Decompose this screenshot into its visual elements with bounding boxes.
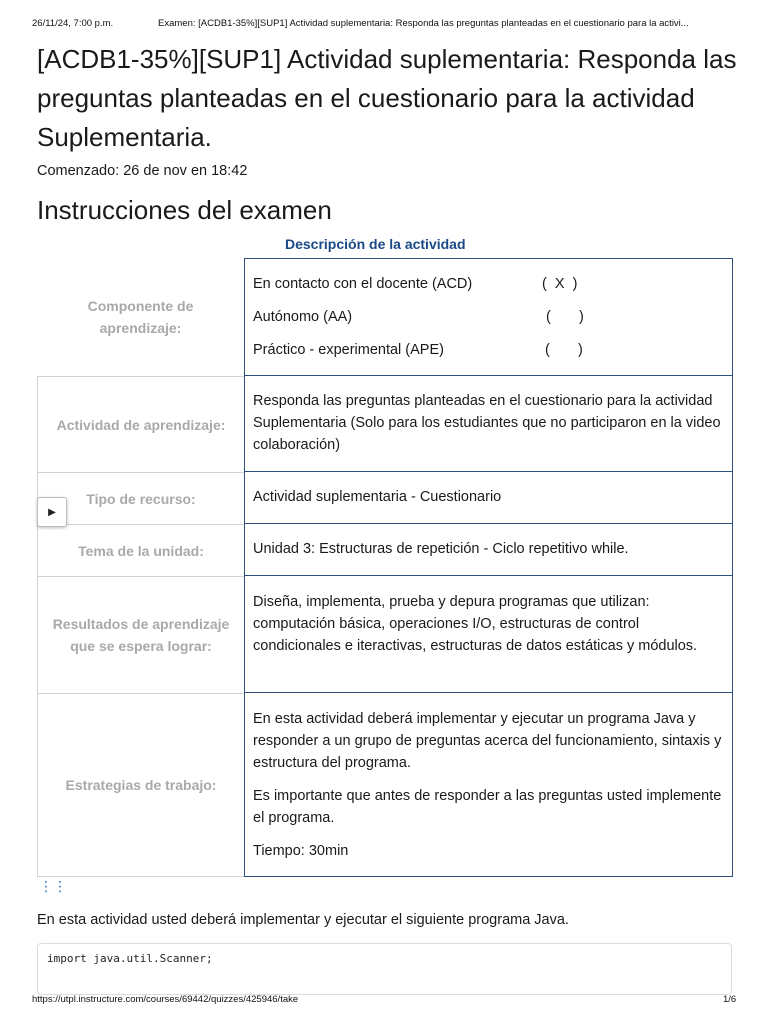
drag-handle-icon[interactable]: ⋮⋮	[39, 878, 67, 894]
option-mark: ( X )	[542, 276, 578, 292]
table-caption: Descripción de la actividad	[285, 236, 466, 252]
table-row-componente	[37, 258, 733, 376]
row-label: Actividad de aprendizaje:	[37, 376, 244, 472]
table-row-resultados	[37, 576, 733, 693]
print-url: https://utpl.instructure.com/courses/69442/quizzes/425946/take	[32, 994, 299, 1005]
table-row-actividad	[37, 376, 733, 472]
row-label: Resultados de aprendizaje que se espera lograr:	[37, 576, 244, 693]
code-line: import java.util.Scanner;	[47, 952, 213, 965]
row-value-text: Diseña, implementa, prueba y depura programas que utilizan: computación básica, operaciones I/O, estructuras de control condicionales e iteractivas, estructuras de datos estáticas y módulos.	[253, 594, 698, 654]
row-label: Estrategias de trabajo:	[37, 693, 244, 877]
row-value	[244, 376, 733, 472]
table-row-tema	[37, 524, 733, 576]
program-intro-text: En esta actividad usted deberá implementar y ejecutar el siguiente programa Java.	[37, 912, 569, 928]
option-label: En contacto con el docente (ACD)	[253, 276, 473, 292]
print-page-title: Examen: [ACDB1-35%][SUP1] Actividad suplementaria: Responda las preguntas planteadas en el cuestionario para la activi...	[158, 18, 689, 29]
option-label: Práctico - experimental (APE)	[253, 342, 444, 358]
strategy-time: Tiempo: 30min	[253, 843, 349, 859]
print-header	[0, 0, 768, 40]
row-value-text: Unidad 3: Estructuras de repetición - Ciclo repetitivo while.	[253, 541, 629, 557]
option-ape	[253, 339, 444, 361]
play-button[interactable]	[37, 497, 67, 527]
row-value-text: Responda las preguntas planteadas en el cuestionario para la actividad Suplementaria (Solo para los estudiantes que no participaron en la video colaboración)	[253, 393, 721, 453]
row-label: Tipo de recurso:	[37, 472, 244, 524]
option-aa	[253, 306, 352, 328]
table-row-tipo	[37, 472, 733, 524]
row-label: Tema de la unidad:	[37, 524, 244, 576]
row-value	[244, 576, 733, 693]
started-timestamp: Comenzado: 26 de nov en 18:42	[37, 163, 248, 179]
strategy-paragraph: En esta actividad deberá implementar y ejecutar un programa Java y responder a un grupo de preguntas acerca del funcionamiento, sintaxis y estructura del programa.	[253, 711, 722, 771]
instructions-heading: Instrucciones del examen	[37, 195, 332, 225]
print-page-number: 1/6	[723, 994, 737, 1005]
code-block	[37, 943, 732, 995]
row-value	[244, 472, 733, 524]
row-value	[244, 693, 733, 877]
print-footer	[0, 994, 768, 1014]
play-icon: ▶	[48, 506, 56, 518]
row-label: Componente de aprendizaje:	[87, 298, 194, 336]
row-value	[244, 524, 733, 576]
option-acd	[253, 273, 472, 295]
table-row-estrategias	[37, 693, 733, 877]
row-value-text: Actividad suplementaria - Cuestionario	[253, 489, 502, 505]
row-value	[244, 258, 733, 376]
option-mark: ( )	[546, 309, 584, 325]
strategy-paragraph: Es importante que antes de responder a las preguntas usted implemente el programa.	[253, 788, 722, 826]
exam-title: [ACDB1-35%][SUP1] Actividad suplementaria: Responda las preguntas planteadas en el cuestionario para la actividad Suplementaria.	[37, 44, 737, 152]
print-date: 26/11/24, 7:00 p.m.	[32, 18, 114, 29]
option-mark: ( )	[545, 342, 583, 358]
option-label: Autónomo (AA)	[253, 309, 353, 325]
